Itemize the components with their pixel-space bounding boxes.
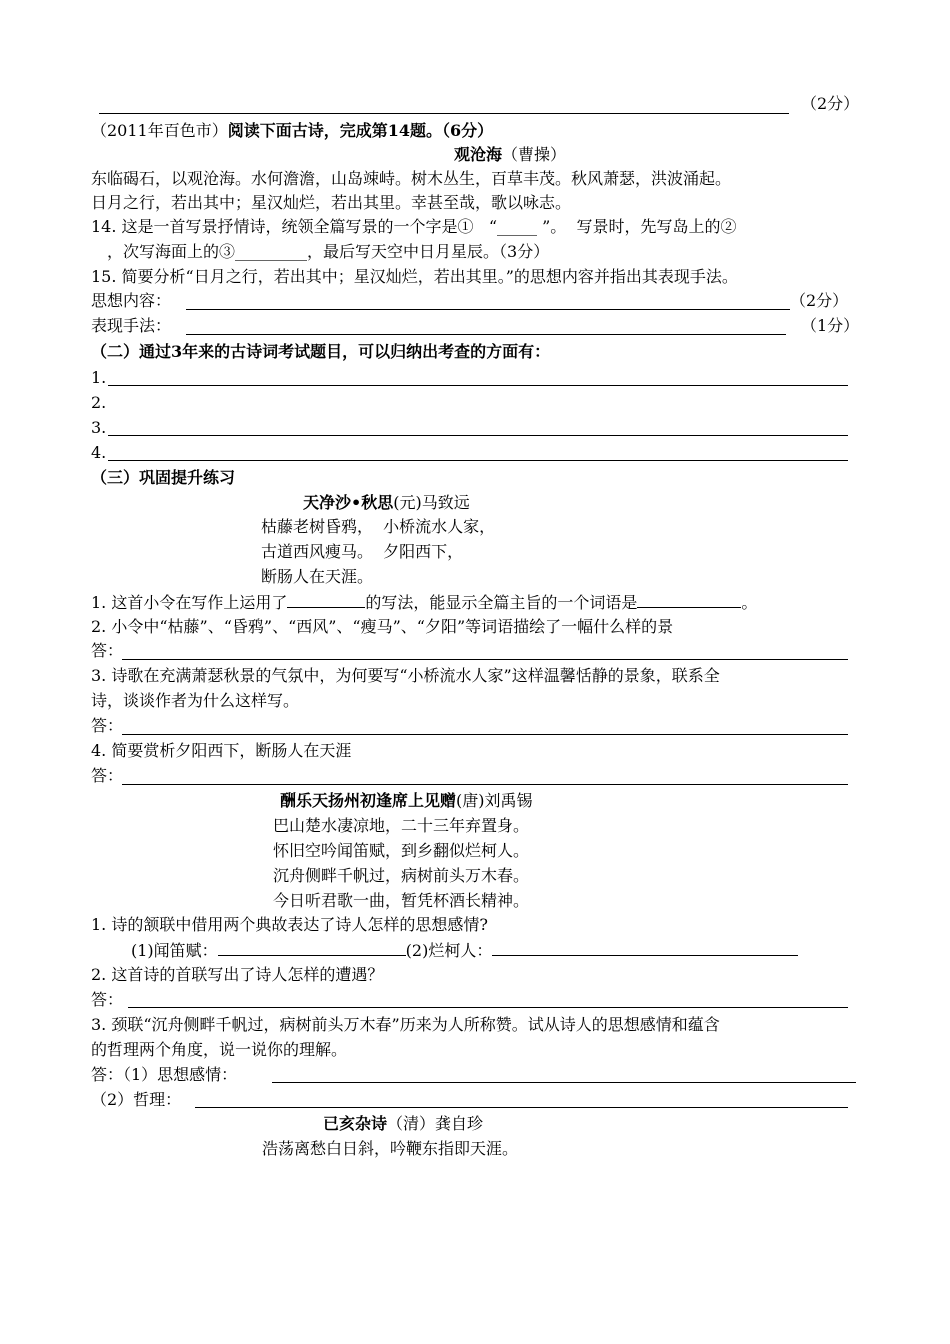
blank [287, 590, 365, 608]
list-item: 2. [91, 393, 107, 412]
answer-line [186, 334, 786, 335]
score-label: （2分） [801, 94, 860, 113]
answer-line [186, 309, 790, 310]
question: 3. 颈联“沉舟侧畔千帆过，病树前头万木春”历来为人所称赞。试从诗人的思想感情和蕴含 [91, 1015, 720, 1034]
answer-line [122, 734, 848, 735]
source-label: （2011年百色市） [91, 121, 228, 140]
answer-label: （2）哲理： [91, 1090, 182, 1109]
question: 3. 诗歌在充满萧瑟秋景的气氛中，为何要写“小桥流水人家”这样温馨恬静的景象，联系全 [91, 666, 720, 685]
question-header [91, 119, 493, 143]
poem-title: 观沧海（曹操） [454, 145, 567, 164]
list-item: 3. [91, 418, 107, 437]
blank [218, 938, 406, 956]
section-heading: （二）通过3年来的古诗词考试题目，可以归纳出考查的方面有： [91, 342, 551, 361]
sub-question: (1)闻笛赋： (2)烂柯人： [131, 938, 798, 962]
answer-line [128, 1007, 848, 1008]
section-heading: （三）巩固提升练习 [91, 468, 236, 487]
poem-line: 怀旧空吟闻笛赋，到乡翻似烂柯人。 [273, 841, 530, 860]
answer-line [122, 784, 848, 785]
answer-line [195, 1107, 848, 1108]
question-14: 14. 这是一首写景抒情诗，统领全篇写景的一个字是① “_____ ”。 写景时，先写岛上的② [91, 217, 737, 236]
poem-line: 日月之行，若出其中；星汉灿烂，若出其里。幸甚至哉，歌以咏志。 [91, 193, 572, 212]
answer-line [272, 1082, 856, 1083]
answer-label: 答： [91, 990, 124, 1009]
answer-line [108, 435, 848, 436]
method-label: 表现手法： [91, 316, 172, 335]
poem-title: 天净沙•秋思(元)马致远 [303, 493, 470, 512]
poem-line: 浩荡离愁白日斜，吟鞭东指即天涯。 [262, 1139, 519, 1158]
question: 1. 这首小令在写作上运用了 的写法，能显示全篇主旨的一个词语是 。 [91, 590, 757, 614]
poem-line: 枯藤老树昏鸦， 小桥流水人家， [261, 517, 496, 536]
blank-1: _____ [497, 217, 537, 236]
blank-3: _________ [235, 242, 308, 261]
poem-line: 沉舟侧畔千帆过，病树前头万木春。 [273, 866, 530, 885]
question: 诗，谈谈作者为什么这样写。 [91, 691, 300, 710]
poem-title: 酬乐天扬州初逢席上见赠(唐)刘禹锡 [280, 791, 533, 810]
question: 1. 诗的颔联中借用两个典故表达了诗人怎样的思想感情? [91, 915, 488, 934]
score-label: （2分） [790, 291, 849, 310]
poem-line: 今日听君歌一曲，暂凭杯酒长精神。 [273, 891, 530, 910]
poem-title: 已亥杂诗（清）龚自珍 [323, 1114, 484, 1133]
blank [637, 590, 741, 608]
blank [492, 938, 798, 956]
answer-label: 答： [91, 766, 124, 785]
answer-label: 答：（1）思想感情： [91, 1065, 238, 1084]
poem-line: 东临碣石，以观沧海。水何澹澹，山岛竦峙。树木丛生，百草丰茂。秋风萧瑟，洪波涌起。 [91, 169, 732, 188]
question: 2. 小令中“枯藤”、“昏鸦”、“西风”、“瘦马”、“夕阳”等词语描绘了一幅什么样的景 [91, 617, 674, 636]
answer-line [122, 659, 848, 660]
poem-line: 古道西风瘦马。 夕阳西下， [261, 542, 464, 561]
question: 的哲理两个角度，说一说你的理解。 [91, 1040, 348, 1059]
list-item: 4. [91, 443, 107, 462]
list-item: 1. [91, 368, 107, 387]
question: 2. 这首诗的首联写出了诗人怎样的遭遇？ [91, 965, 384, 984]
question: 4. 简要赏析夕阳西下，断肠人在天涯 [91, 741, 352, 760]
poem-line: 巴山楚水凄凉地，二十三年弃置身。 [273, 816, 530, 835]
answer-line [108, 460, 848, 461]
content-label: 思想内容： [91, 291, 172, 310]
question-15: 15. 简要分析“日月之行，若出其中；星汉灿烂，若出其里。”的思想内容并指出其表现手法。 [91, 267, 738, 286]
answer-line [99, 113, 789, 114]
instruction: 阅读下面古诗，完成第14题。（6分） [227, 121, 494, 140]
answer-label: 答： [91, 641, 124, 660]
score-label: （1分） [801, 316, 860, 335]
answer-line [108, 385, 848, 386]
poem-line: 断肠人在天涯。 [261, 567, 374, 586]
question-14-cont: ，次写海面上的③_________，最后写天空中日月星辰。（3分） [107, 242, 550, 261]
answer-label: 答： [91, 716, 124, 735]
